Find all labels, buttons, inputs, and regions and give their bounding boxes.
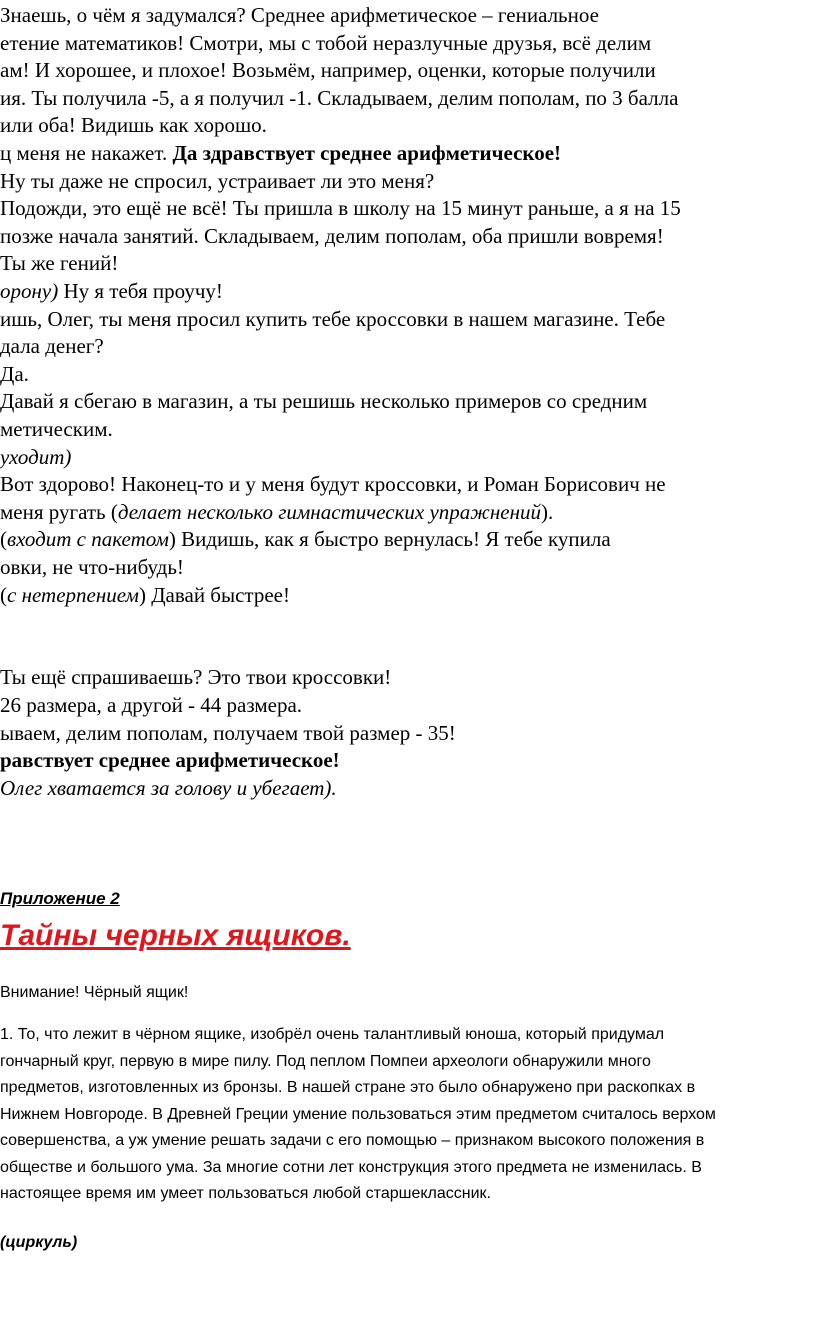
- dialogue-line: [0, 416, 113, 442]
- dialogue-segment: входит с пакетом: [7, 527, 169, 552]
- dialogue-segment: 26 размера, а другой - 44 размера.: [0, 693, 303, 717]
- dialogue-segment: позже начала занятий. Складываем, делим пополам, оба пришли вовремя!: [0, 223, 664, 248]
- dialogue-segment: Подожди, это ещё не всё! Ты пришла в школу на 15 минут раньше, а я на 15: [0, 196, 681, 221]
- dialogue-line: [0, 278, 223, 304]
- riddle-line: предметов, изготовленных из бронзы. В нашей стране это было обнаружено при раскопках в: [0, 1079, 696, 1096]
- dialogue-segment: с нетерпением: [7, 582, 139, 607]
- dialogue-segment: Да здравствует среднее арифметическое!: [172, 141, 562, 165]
- dialogue-line: [0, 85, 678, 111]
- dialogue-segment: ) Давай быстрее!: [138, 582, 290, 607]
- dialogue-line: [0, 30, 651, 56]
- dialogue-segment: ишь, Олег, ты меня просил купить тебе кроссовки в нашем магазине. Тебе: [0, 306, 666, 331]
- dialogue-line: [0, 664, 391, 690]
- dialogue-segment: Олег хватается за голову и убегает).: [0, 775, 337, 800]
- dialogue-segment: Ну я тебя проучу!: [58, 279, 223, 303]
- dialogue-line: [0, 333, 104, 359]
- dialogue-line: [0, 168, 434, 194]
- dialogue-segment: уходит): [0, 444, 72, 469]
- dialogue-line: [0, 306, 665, 332]
- dialogue-segment: етение математиков! Смотри, мы с тобой неразлучные друзья, всё делим: [0, 30, 652, 55]
- dialogue-segment: Давай я сбегаю в магазин, а ты решишь несколько примеров со средним: [0, 389, 648, 414]
- dialogue-segment: Ты же гений!: [0, 251, 119, 276]
- dialogue-segment: овки, не что-нибудь!: [0, 555, 184, 579]
- dialogue-line: [0, 140, 561, 166]
- dialogue-line: [0, 747, 340, 773]
- dialogue-segment: равствует среднее арифметическое!: [0, 748, 340, 773]
- dialogue-segment: Знаешь, о чём я задумался? Среднее арифметическое – гениальное: [0, 3, 599, 27]
- dialogue-segment: орону): [0, 279, 59, 303]
- dialogue-segment: меня ругать (: [0, 499, 118, 524]
- dialogue-segment: (: [0, 582, 7, 607]
- dialogue-line: [0, 2, 599, 28]
- attention-line: Внимание! Чёрный ящик!: [0, 984, 189, 1001]
- riddle-line: гончарный круг, первую в мире пилу. Под пеплом Помпеи археологи обнаружили много: [0, 1052, 651, 1070]
- dialogue-segment: метическим.: [0, 417, 113, 441]
- dialogue-segment: Ну ты даже не спросил, устраивает ли это меня?: [0, 168, 435, 193]
- dialogue-segment: Ты ещё спрашиваешь? Это твои кроссовки!: [0, 665, 392, 690]
- dialogue-line: [0, 582, 290, 608]
- dialogue-segment: делает несколько гимнастических упражнений: [117, 499, 541, 524]
- dialogue-line: [0, 720, 456, 746]
- dialogue-segment: Вот здорово! Наконец-то и у меня будут кроссовки, и Роман Борисович не: [0, 472, 666, 497]
- riddle-line: 1. То, что лежит в чёрном ящике, изобрёл очень талантливый юноша, который придумал: [0, 1026, 665, 1043]
- dialogue-line: [0, 361, 29, 387]
- dialogue-line: [0, 112, 267, 138]
- riddle-line: Нижнем Новгороде. В Древней Греции умение пользоваться этим предметом считалось верхом: [0, 1105, 716, 1123]
- dialogue-segment: ) Видишь, как я быстро вернулась! Я тебе купила: [168, 527, 611, 552]
- dialogue-line: [0, 471, 666, 497]
- dialogue-segment: ц меня не накажет.: [0, 141, 173, 165]
- dialogue-segment: ам! И хорошее, и плохое! Возьмём, например, оценки, которые получили: [0, 58, 656, 83]
- riddle-line: обществе и большого ума. За многие сотни лет конструкция этого предмета не изменилась. В: [0, 1158, 702, 1176]
- dialogue-line: [0, 775, 337, 801]
- dialogue-line: [0, 388, 647, 414]
- dialogue-line: [0, 250, 118, 276]
- dialogue-segment: Да.: [0, 361, 29, 386]
- dialogue-line: [0, 526, 611, 552]
- riddle-line: настоящее время им умеет пользоваться любой старшеклассник.: [0, 1185, 491, 1202]
- dialogue-line: [0, 692, 302, 718]
- appendix-label: Приложение 2: [0, 889, 120, 908]
- dialogue-segment: ываем, делим пополам, получаем твой размер - 35!: [0, 720, 456, 745]
- dialogue-line: [0, 195, 681, 221]
- riddle-line: совершенства, а уж умение решать задачи с его помощью – признаком высокого положения в: [0, 1132, 705, 1149]
- dialogue-line: [0, 444, 71, 470]
- appendix-title: Тайны черных ящиков.: [0, 919, 351, 952]
- dialogue-segment: ).: [540, 499, 554, 524]
- dialogue-line: [0, 57, 656, 83]
- dialogue-segment: или оба! Видишь как хорошо.: [0, 113, 267, 138]
- dialogue-line: [0, 499, 553, 525]
- dialogue-segment: дала денег?: [0, 334, 104, 359]
- dialogue-segment: ия. Ты получила -5, а я получил -1. Складываем, делим пополам, по 3 балла: [0, 85, 679, 110]
- dialogue-segment: (: [0, 527, 7, 552]
- dialogue-line: [0, 554, 184, 580]
- riddle-answer: (циркуль): [0, 1234, 78, 1251]
- dialogue-line: [0, 223, 664, 249]
